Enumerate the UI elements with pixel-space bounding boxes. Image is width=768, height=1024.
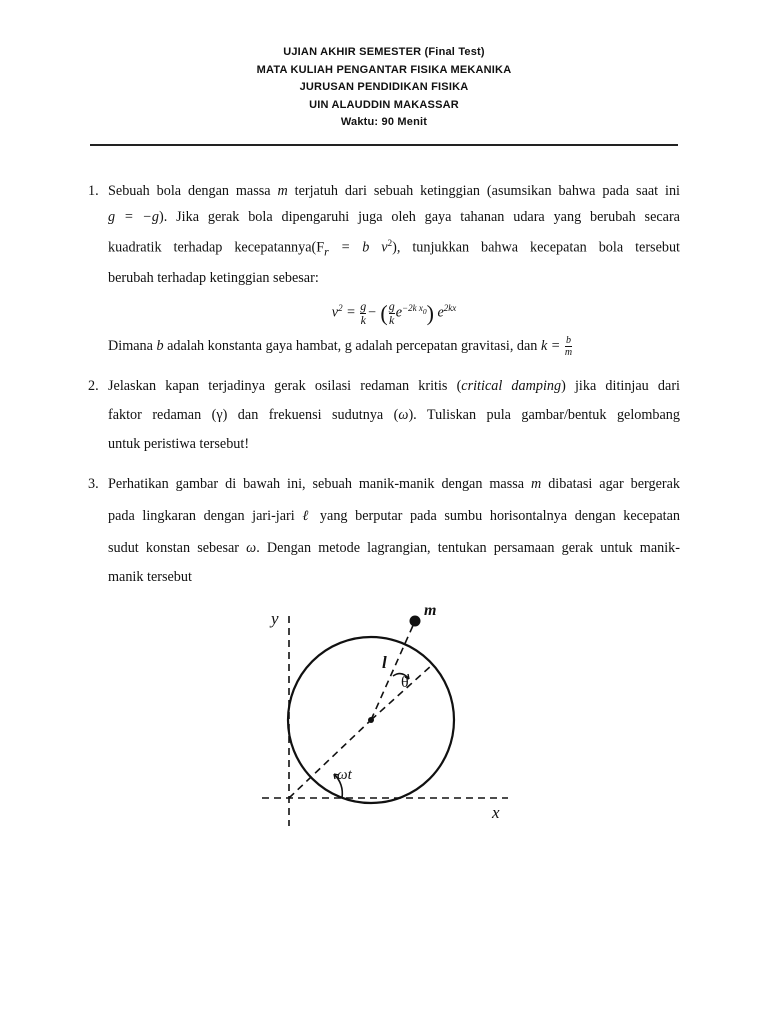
q2-line-1: Jelaskan kapan terjadinya gerak osilasi redaman kritis (critical damping) jika ditinjau dari [108,378,680,394]
question-2 [88,372,680,459]
label-m: m [424,602,437,619]
label-omega-t: ωt [337,767,352,783]
header-line-university: UIN ALAUDDIN MAKASSAR [309,98,459,111]
header-line-exam: UJIAN AKHIR SEMESTER (Final Test) [283,46,485,58]
diameter-line [289,720,371,798]
question-3 [88,470,680,592]
radius-line [371,621,415,720]
q3-line-4: manik tersebut [108,569,192,585]
velocity-formula: $v^2$ = $\frac{g}{k}$ − ( $\frac{g}{k}$ $e^{-2k x_0}$) $e^{2kx}$ [331,298,457,327]
question-number: 3. [88,476,99,492]
q1-line-1: Sebuah bola dengan massa m terjatuh dari sebuah ketinggian (asumsikan bahwa pada saat ini [108,183,681,199]
q3-line-1: Perhatikan gambar di bawah ini, sebuah manik-manik dengan massa m dibatasi agar bergerak [108,476,680,492]
header-divider [90,144,678,146]
label-x: x [492,803,500,822]
label-theta: θ [401,674,409,691]
label-l: l [382,653,387,672]
ring-center-dot [368,717,374,723]
question-number: 1. [88,183,99,199]
bead-mass [410,616,421,627]
q1-line-3: kuadratik terhadap $kecepatannya(F_r = b$ $v^2$), tunjukkan bahwa kecepatan bola tersebut [108,238,680,259]
label-y: y [271,609,279,628]
q3-line-3: sudut konstan sebesar ω. Dengan metode lagrangian, tentukan persamaan gerak untuk manik- [108,540,680,556]
q1-line-4: berubah terhadap ketinggian sebesar: [108,269,319,286]
q1-line-2: g = −g). Jika gerak bola dipengaruhi juga oleh gaya tahanan udara yang berubah secara [108,209,680,225]
header-line-department: JURUSAN PENDIDIKAN FISIKA [299,81,469,93]
bead-on-ring-diagram [250,598,530,838]
q2-line-3: untuk peristiwa tersebut! [108,436,250,452]
q1-line-5: Dimana b adalah konstanta gaya hambat, g adalah percepatan gravitasi, dan k = $\frac{b}{m}$ [108,334,573,358]
q2-line-2: faktor redaman (γ) dan frekuensi sudutnya (ω). Tuliskan pula gambar/bentuk gelombang [108,407,680,423]
header-line-time: Waktu: 90 Menit [340,116,428,128]
header-line-course: MATA KULIAH PENGANTAR FISIKA MEKANIKA [256,63,512,76]
q3-line-2: pada lingkaran dengan jari-jari ℓ yang berputar pada sumbu horisontalnya dengan kecepatan [108,508,680,524]
exam-header [0,44,768,132]
question-number: 2. [88,378,99,394]
question-1 [88,178,680,359]
